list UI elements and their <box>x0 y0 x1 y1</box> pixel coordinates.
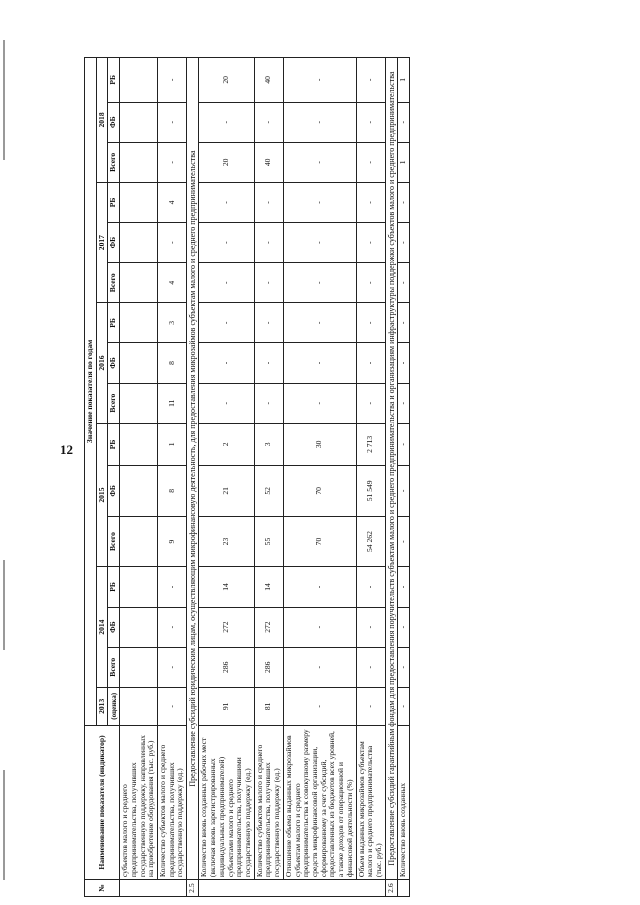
value-cell: 40 <box>254 142 283 182</box>
value-cell <box>120 102 158 142</box>
value-cell: 20 <box>199 142 254 182</box>
table-row <box>120 58 158 897</box>
value-cell <box>120 223 158 263</box>
value-cell: - <box>356 102 385 142</box>
section-title: Предоставление субсидий гарантийным фондам для предоставления поручительств субъектам малого и среднего предпринимательства и организациям инфраструктуры поддержки субъектов малого и среднего предпринимательства <box>385 58 397 880</box>
value-cell <box>120 687 158 725</box>
value-cell: - <box>199 102 254 142</box>
value-cell: - <box>397 303 409 343</box>
value-cell: - <box>199 383 254 423</box>
value-cell: - <box>397 102 409 142</box>
value-cell: - <box>283 687 356 725</box>
value-cell: 2 713 <box>356 423 385 465</box>
row-number-cell <box>199 880 385 897</box>
value-cell: 1 <box>397 58 409 103</box>
indicator-name: Отношение объема выданных микрозаймов субъектам малого и среднего предпринимательства к совокупному размеру средств микрофинансовой организации, сформированному за счет субсидий, предоставленных из бюджетов всех уровней, а также доходов от операционной и финансовой деятельности (%) <box>283 725 356 879</box>
table-body <box>120 58 410 897</box>
header-total: Всего <box>108 263 120 303</box>
section-title: Предоставление субсидий юридическим лицам, осуществляющим микрофинансовую деятельность, для предоставления микрозаймов субъектам малого и среднего предпринимательства <box>187 58 199 880</box>
value-cell: - <box>283 383 356 423</box>
header-fb: ФБ <box>108 223 120 263</box>
header-rb: РБ <box>108 58 120 103</box>
header-row-1 <box>85 58 97 897</box>
value-cell: - <box>283 102 356 142</box>
row-number-cell <box>397 880 409 897</box>
value-cell: 272 <box>254 607 283 647</box>
section-number: 2.6 <box>385 880 397 897</box>
value-cell: 286 <box>199 647 254 687</box>
table-row <box>199 58 254 897</box>
value-cell: 11 <box>158 383 187 423</box>
value-cell: - <box>283 607 356 647</box>
header-name: Наименование показателя (индикатор) <box>85 725 120 879</box>
indicator-name: Количество вновь созданных рабочих мест (включая вновь зарегистрированных индивидуальных предпринимателей) субъектами малого и среднего предпринимательства, получившими государственную поддержку (ед.) <box>199 725 254 879</box>
value-cell: - <box>397 423 409 465</box>
header-total: Всего <box>108 383 120 423</box>
value-cell: - <box>283 223 356 263</box>
value-cell: - <box>356 58 385 103</box>
value-cell: - <box>283 647 356 687</box>
scan-edge-mark <box>3 770 5 880</box>
value-cell: 40 <box>254 58 283 103</box>
header-rb: РБ <box>108 567 120 607</box>
section-number: 2.5 <box>187 880 199 897</box>
value-cell: - <box>356 647 385 687</box>
value-cell <box>120 263 158 303</box>
header-values-by-year: Значение показателя по годам <box>85 58 97 726</box>
value-cell: - <box>283 263 356 303</box>
table-container <box>84 57 624 897</box>
value-cell: 8 <box>158 343 187 383</box>
value-cell: 21 <box>199 465 254 516</box>
table-row <box>158 58 187 897</box>
header-year-2016: 2016 <box>96 303 108 423</box>
value-cell: - <box>199 263 254 303</box>
value-cell: - <box>356 607 385 647</box>
value-cell: - <box>254 223 283 263</box>
value-cell: - <box>356 142 385 182</box>
scan-edge-mark <box>3 40 5 160</box>
indicator-name: Количество вновь созданных <box>397 725 409 879</box>
value-cell: 52 <box>254 465 283 516</box>
value-cell: 81 <box>254 687 283 725</box>
value-cell: - <box>397 343 409 383</box>
value-cell: 30 <box>283 423 356 465</box>
indicators-table <box>84 57 410 897</box>
value-cell: 23 <box>199 516 254 567</box>
header-total: Всего <box>108 516 120 567</box>
value-cell: - <box>356 383 385 423</box>
value-cell: - <box>283 142 356 182</box>
header-year-2017: 2017 <box>96 182 108 302</box>
value-cell: - <box>158 142 187 182</box>
indicator-name: Объем выданных микрозаймов субъектам малого и среднего предпринимательства (тыс. руб.) <box>356 725 385 879</box>
value-cell: - <box>158 647 187 687</box>
indicator-name: Количество субъектов малого и среднего предпринимательства, получивших государственную поддержку (ед.) <box>158 725 187 879</box>
scan-edge-mark <box>3 560 5 650</box>
value-cell <box>120 647 158 687</box>
rotated-table-page <box>84 57 624 897</box>
value-cell: 8 <box>158 465 187 516</box>
table-row <box>356 58 385 897</box>
value-cell: - <box>356 223 385 263</box>
header-year-2014: 2014 <box>96 567 108 687</box>
value-cell: - <box>283 58 356 103</box>
value-cell: - <box>199 303 254 343</box>
value-cell: - <box>397 383 409 423</box>
value-cell: - <box>356 263 385 303</box>
value-cell: 9 <box>158 516 187 567</box>
value-cell: - <box>199 343 254 383</box>
value-cell: 14 <box>199 567 254 607</box>
value-cell: - <box>356 182 385 222</box>
value-cell: 51 549 <box>356 465 385 516</box>
value-cell: - <box>158 607 187 647</box>
value-cell: - <box>158 58 187 103</box>
value-cell: - <box>283 343 356 383</box>
value-cell: - <box>158 567 187 607</box>
value-cell: - <box>199 223 254 263</box>
value-cell: 4 <box>158 263 187 303</box>
value-cell: - <box>158 687 187 725</box>
value-cell: 20 <box>199 58 254 103</box>
value-cell: - <box>356 343 385 383</box>
header-rb: РБ <box>108 423 120 465</box>
value-cell: 54 262 <box>356 516 385 567</box>
value-cell: 2 <box>199 423 254 465</box>
header-rb: РБ <box>108 303 120 343</box>
value-cell <box>120 465 158 516</box>
value-cell: - <box>397 182 409 222</box>
value-cell: - <box>397 223 409 263</box>
value-cell: - <box>254 102 283 142</box>
value-cell <box>120 567 158 607</box>
value-cell: - <box>356 303 385 343</box>
header-year-2013: 2013 <box>96 687 108 725</box>
section-row <box>385 58 397 897</box>
value-cell <box>120 423 158 465</box>
row-number-cell <box>120 880 187 897</box>
section-row <box>187 58 199 897</box>
value-cell: 91 <box>199 687 254 725</box>
value-cell: - <box>397 647 409 687</box>
value-cell: 1 <box>397 142 409 182</box>
value-cell: - <box>397 465 409 516</box>
header-fb: ФБ <box>108 465 120 516</box>
value-cell: - <box>199 182 254 222</box>
value-cell: 70 <box>283 465 356 516</box>
value-cell: 55 <box>254 516 283 567</box>
value-cell <box>120 182 158 222</box>
value-cell: - <box>283 303 356 343</box>
value-cell: - <box>356 687 385 725</box>
value-cell: - <box>356 567 385 607</box>
value-cell <box>120 142 158 182</box>
header-year-2018: 2018 <box>96 58 108 183</box>
value-cell: - <box>254 182 283 222</box>
value-cell <box>120 343 158 383</box>
header-total: Всего <box>108 142 120 182</box>
value-cell: - <box>158 102 187 142</box>
value-cell: 3 <box>254 423 283 465</box>
header-no: № <box>85 880 120 897</box>
header-rb: РБ <box>108 182 120 222</box>
value-cell: 272 <box>199 607 254 647</box>
value-cell: - <box>397 263 409 303</box>
value-cell: - <box>254 263 283 303</box>
value-cell <box>120 516 158 567</box>
value-cell: - <box>158 223 187 263</box>
value-cell: 286 <box>254 647 283 687</box>
indicator-name: субъектов малого и среднего предпринимательства, получивших государственную поддержку, направленных на приобретение оборудования (тыс. руб.) <box>120 725 158 879</box>
value-cell: - <box>283 567 356 607</box>
value-cell: - <box>397 607 409 647</box>
value-cell <box>120 303 158 343</box>
value-cell <box>120 607 158 647</box>
header-total: Всего <box>108 647 120 687</box>
value-cell: 4 <box>158 182 187 222</box>
value-cell: 1 <box>158 423 187 465</box>
value-cell: - <box>254 303 283 343</box>
value-cell: - <box>254 383 283 423</box>
header-2013-note: (оценка) <box>108 687 120 725</box>
header-year-2015: 2015 <box>96 423 108 567</box>
value-cell: 14 <box>254 567 283 607</box>
table-row <box>397 58 409 897</box>
header-fb: ФБ <box>108 343 120 383</box>
value-cell <box>120 58 158 103</box>
value-cell: - <box>397 687 409 725</box>
header-fb: ФБ <box>108 102 120 142</box>
table-row <box>283 58 356 897</box>
value-cell <box>120 383 158 423</box>
value-cell: - <box>283 182 356 222</box>
value-cell: - <box>397 516 409 567</box>
value-cell: - <box>254 343 283 383</box>
page-number: 12 <box>60 442 73 457</box>
table-row <box>254 58 283 897</box>
header-fb: ФБ <box>108 607 120 647</box>
value-cell: - <box>397 567 409 607</box>
value-cell: 70 <box>283 516 356 567</box>
indicator-name: Количество субъектов малого и среднего предпринимательства, получивших государственную поддержку (ед.) <box>254 725 283 879</box>
value-cell: 3 <box>158 303 187 343</box>
